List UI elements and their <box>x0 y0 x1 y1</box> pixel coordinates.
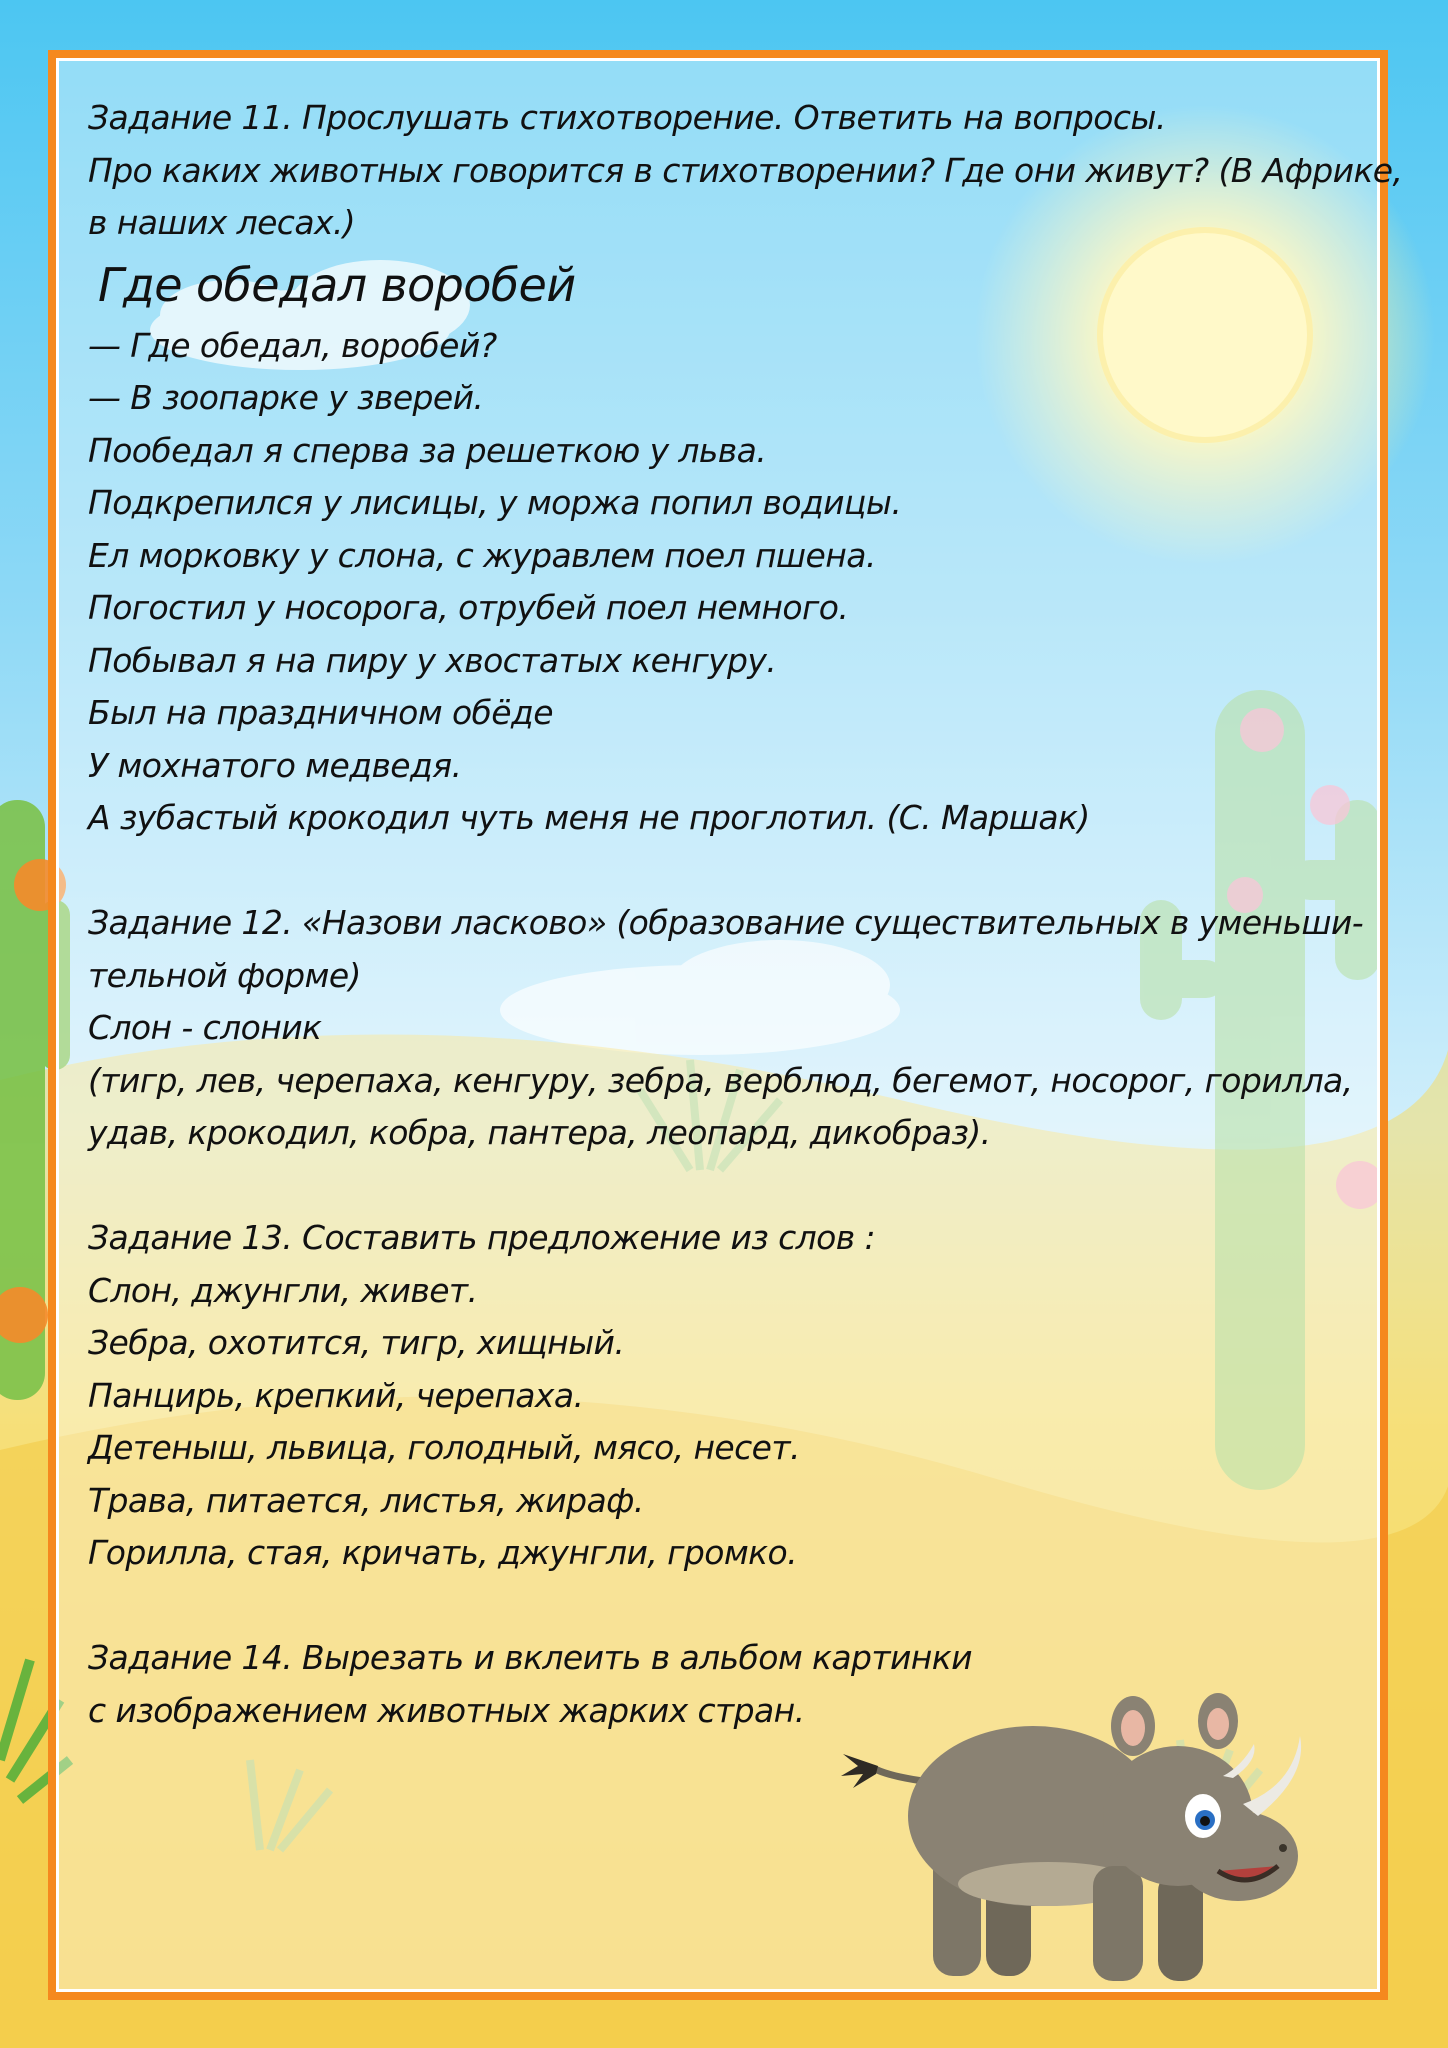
poem-line: — В зоопарке у зверей. <box>88 378 484 417</box>
rhino-tail <box>873 1768 923 1781</box>
rhino-pupil-center <box>1200 1816 1210 1826</box>
task-13-heading: Задание 13. Составить предложение из слов : <box>88 1218 876 1257</box>
task-14-heading: Задание 14. Вырезать и вклеить в альбом картинки <box>88 1638 972 1677</box>
poem-title: Где обедал воробей <box>98 257 576 312</box>
spacer <box>88 1160 1388 1213</box>
task-12-word-list-cont: удав, крокодил, кобра, пантера, леопард, дикобраз). <box>88 1113 991 1152</box>
task-14-heading-cont: с изображением животных жарких стран. <box>88 1690 805 1730</box>
rhino-leg <box>1093 1866 1143 1981</box>
poem-line: Ел морковку у слона, с журавлем поел пшена. <box>88 535 876 575</box>
task-13-sentence-words: Горилла, стая, кричать, джунгли, громко. <box>88 1533 797 1572</box>
rhino-tail-tuft <box>841 1754 878 1788</box>
task-13-sentence-words: Зебра, охотится, тигр, хищный. <box>88 1323 625 1362</box>
worksheet-content <box>88 92 1403 1737</box>
poem-line: Погостил у носорога, отрубей поел немного. <box>88 588 849 627</box>
spacer <box>88 845 1388 898</box>
task-11-question-cont: в наших лесах.) <box>88 203 356 242</box>
poem-line: — Где обедал, воробей? <box>88 325 497 365</box>
rhino-nostril <box>1279 1844 1287 1852</box>
task-11-heading: Задание 11. Прослушать стихотворение. Ответить на вопросы. <box>88 98 1166 137</box>
poem-line: У мохнатого медведя. <box>88 745 462 785</box>
task-13-sentence-words: Детеныш, львица, голодный, мясо, несет. <box>88 1428 800 1467</box>
task-12-word-list: (тигр, лев, черепаха, кенгуру, зебра, верблюд, бегемот, носорог, горилла, <box>88 1060 1353 1100</box>
task-12-heading-cont: тельной форме) <box>88 955 361 995</box>
rhino-illustration <box>838 1666 1348 1996</box>
rhino-ear-inner <box>1121 1710 1145 1746</box>
rhino-ear-inner <box>1207 1708 1229 1740</box>
task-12-example: Слон - слоник <box>88 1008 322 1047</box>
spacer <box>88 1580 1388 1633</box>
task-13-sentence-words: Панцирь, крепкий, черепаха. <box>88 1375 584 1415</box>
poem-line: Пообедал я сперва за решеткою у льва. <box>88 430 767 470</box>
task-11-question: Про каких животных говорится в стихотворении? Где они живут? (В Африке, <box>88 150 1403 190</box>
poem-line: Подкрепился у лисицы, у моржа попил водицы. <box>88 483 902 522</box>
poem-line: Был на праздничном обёде <box>88 693 553 732</box>
task-13-sentence-words: Слон, джунгли, живет. <box>88 1270 478 1310</box>
poem-line: А зубастый крокодил чуть меня не проглотил. (С. Маршак) <box>88 798 1090 837</box>
task-13-sentence-words: Трава, питается, листья, жираф. <box>88 1480 644 1520</box>
task-12-heading: Задание 12. «Назови ласково» (образование существительных в уменьши- <box>88 903 1364 942</box>
poem-line: Побывал я на пиру у хвостатых кенгуру. <box>88 640 777 680</box>
